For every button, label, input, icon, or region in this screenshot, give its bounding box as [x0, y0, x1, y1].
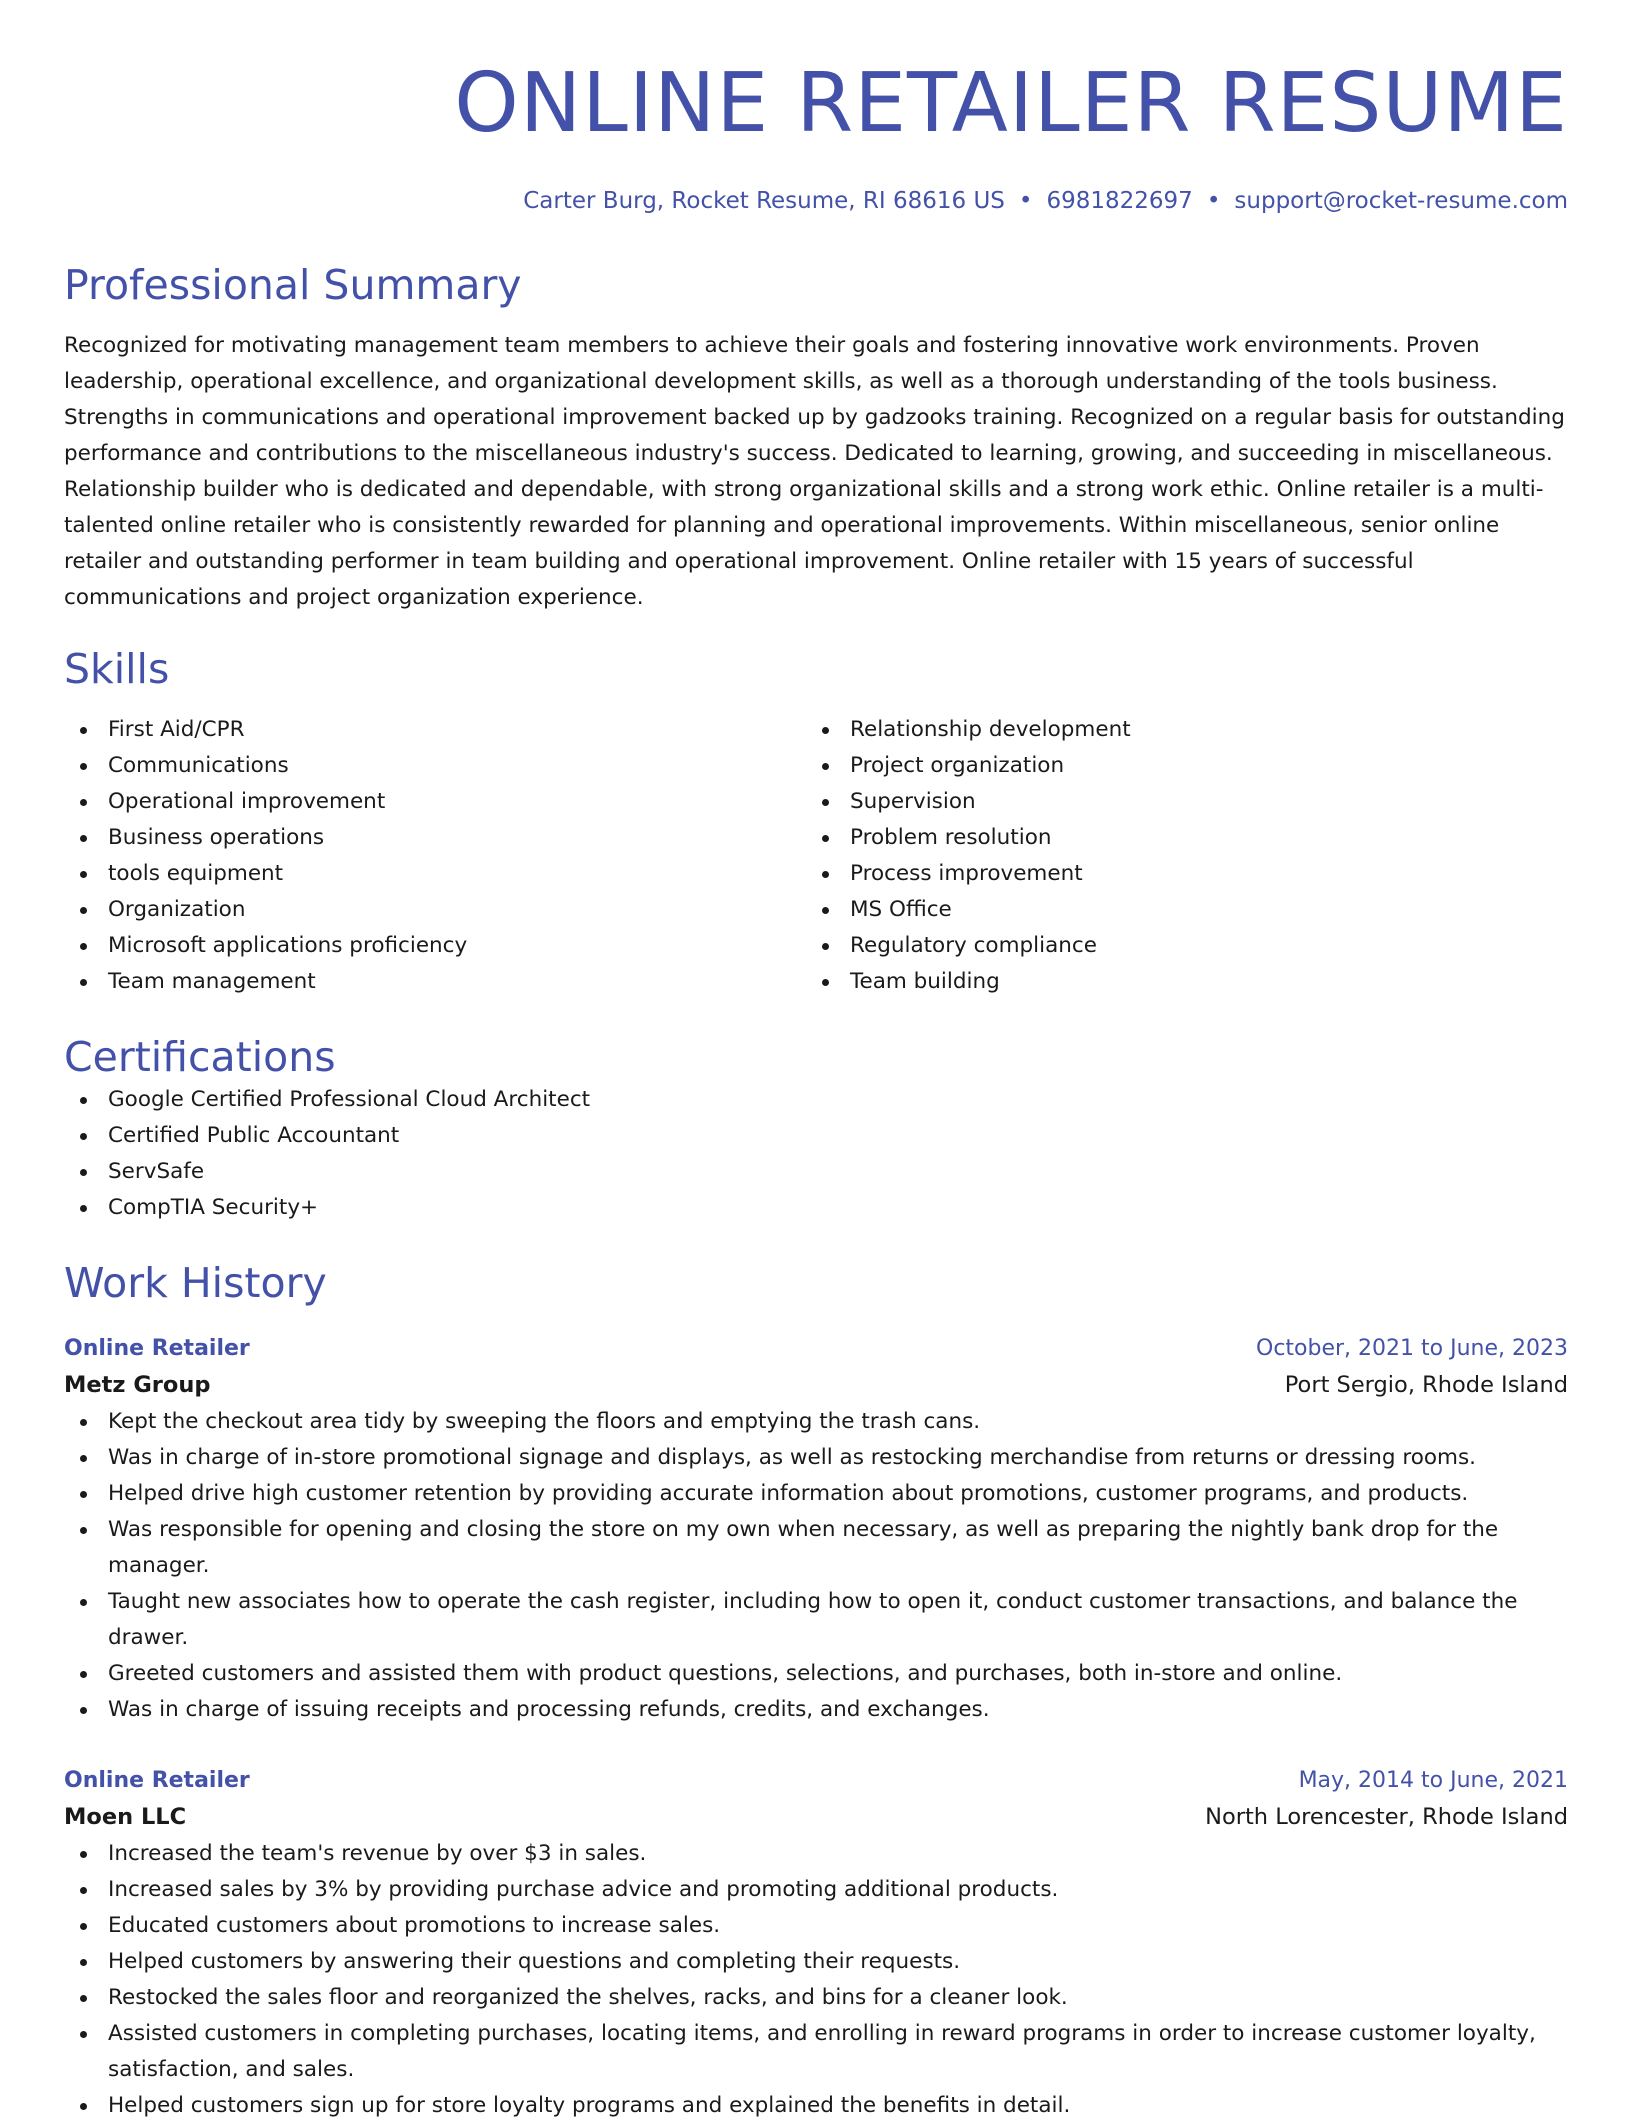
skill-item: Team management — [64, 964, 806, 1000]
skill-item: Relationship development — [806, 712, 1548, 748]
job-duties-list — [64, 1836, 1568, 2124]
skills-heading: Skills — [64, 645, 170, 693]
duty-item: Was in charge of in-store promotional signage and displays, as well as restocking merchandise from returns or dressing rooms. — [64, 1440, 1568, 1476]
job-entry — [64, 1332, 1568, 1728]
duty-item: Taught new associates how to operate the cash register, including how to open it, conduct customer transactions, and balance the drawer. — [64, 1584, 1568, 1656]
certification-item: ServSafe — [64, 1154, 1568, 1190]
job-title: Online Retailer — [64, 1336, 250, 1361]
job-entry — [64, 1764, 1568, 2124]
certifications-heading: Certifications — [64, 1033, 336, 1081]
skill-item: Organization — [64, 892, 806, 928]
duty-item: Helped customers sign up for store loyalty programs and explained the benefits in detail. — [64, 2088, 1568, 2124]
job-header-row — [64, 1764, 1568, 1798]
duty-item: Restocked the sales floor and reorganized the shelves, racks, and bins for a cleaner look. — [64, 1980, 1568, 2016]
skill-item: Process improvement — [806, 856, 1548, 892]
job-title: Online Retailer — [64, 1768, 250, 1793]
contact-separator: • — [1206, 188, 1221, 214]
job-company: Metz Group — [64, 1372, 211, 1398]
job-company-row — [64, 1798, 1568, 1836]
skill-item: Communications — [64, 748, 806, 784]
duty-item: Assisted customers in completing purchases, locating items, and enrolling in reward programs in order to increase customer loyalty, satisfaction, and sales. — [64, 2016, 1568, 2088]
duty-item: Greeted customers and assisted them with product questions, selections, and purchases, both in-store and online. — [64, 1656, 1568, 1692]
certification-item: Google Certified Professional Cloud Architect — [64, 1082, 1568, 1118]
skills-list-left — [64, 712, 806, 1000]
duty-item: Was in charge of issuing receipts and processing refunds, credits, and exchanges. — [64, 1692, 1568, 1728]
certification-item: Certified Public Accountant — [64, 1118, 1568, 1154]
summary-text: Recognized for motivating management team members to achieve their goals and fostering innovative work environments. Proven leadership, operational excellence, and organizational development skills, as well as a thorough understanding of the tools business. Strengths in communications and operational improvement backed up by gadzooks training. Recognized on a regular basis for outstanding performance and contributions to the miscellaneous industry's success. Dedicated to learning, growing, and succeeding in miscellaneous. Relationship builder who is dedicated and dependable, with strong organizational skills and a strong work ethic. Online retailer is a multi-talented online retailer who is consistently rewarded for planning and operational improvements. Within miscellaneous, senior online retailer and outstanding performer in team building and operational improvement. Online retailer with 15 years of successful communications and project organization experience. — [64, 333, 1565, 610]
skill-item: Operational improvement — [64, 784, 806, 820]
skill-item: Business operations — [64, 820, 806, 856]
duty-item: Educated customers about promotions to increase sales. — [64, 1908, 1568, 1944]
job-company: Moen LLC — [64, 1804, 187, 1830]
duty-item: Increased sales by 3% by providing purchase advice and promoting additional products. — [64, 1872, 1568, 1908]
skills-columns — [64, 712, 1568, 1000]
duty-item: Helped customers by answering their questions and completing their requests. — [64, 1944, 1568, 1980]
work-history-heading: Work History — [64, 1259, 327, 1307]
duty-item: Helped drive high customer retention by providing accurate information about promotions, customer programs, and products. — [64, 1476, 1568, 1512]
skill-item: Regulatory compliance — [806, 928, 1548, 964]
contact-address: Carter Burg, Rocket Resume, RI 68616 US — [523, 188, 1005, 214]
certifications-list — [64, 1082, 1568, 1226]
job-dates: October, 2021 to June, 2023 — [1256, 1336, 1568, 1361]
duty-item: Increased the team's revenue by over $3 in sales. — [64, 1836, 1568, 1872]
skill-item: Supervision — [806, 784, 1548, 820]
duty-item: Was responsible for opening and closing the store on my own when necessary, as well as preparing the nightly bank drop for the manager. — [64, 1512, 1568, 1584]
job-dates: May, 2014 to June, 2021 — [1298, 1768, 1568, 1793]
skill-item: First Aid/CPR — [64, 712, 806, 748]
job-header-row — [64, 1332, 1568, 1366]
skill-item: tools equipment — [64, 856, 806, 892]
certification-item: CompTIA Security+ — [64, 1190, 1568, 1226]
resume-title: ONLINE RETAILER RESUME — [454, 56, 1568, 151]
contact-separator: • — [1018, 188, 1033, 214]
job-duties-list — [64, 1404, 1568, 1728]
job-company-row — [64, 1366, 1568, 1404]
skill-item: MS Office — [806, 892, 1548, 928]
contact-email: support@rocket-resume.com — [1234, 188, 1568, 214]
skill-item: Problem resolution — [806, 820, 1548, 856]
job-location: North Lorencester, Rhode Island — [1205, 1804, 1568, 1830]
contact-phone: 6981822697 — [1046, 188, 1193, 214]
skills-list-right — [806, 712, 1548, 1000]
skill-item: Microsoft applications proficiency — [64, 928, 806, 964]
duty-item: Kept the checkout area tidy by sweeping the floors and emptying the trash cans. — [64, 1404, 1568, 1440]
summary-heading: Professional Summary — [64, 261, 522, 309]
job-location: Port Sergio, Rhode Island — [1284, 1372, 1568, 1398]
skill-item: Project organization — [806, 748, 1548, 784]
skill-item: Team building — [806, 964, 1548, 1000]
contact-line — [64, 186, 1568, 216]
